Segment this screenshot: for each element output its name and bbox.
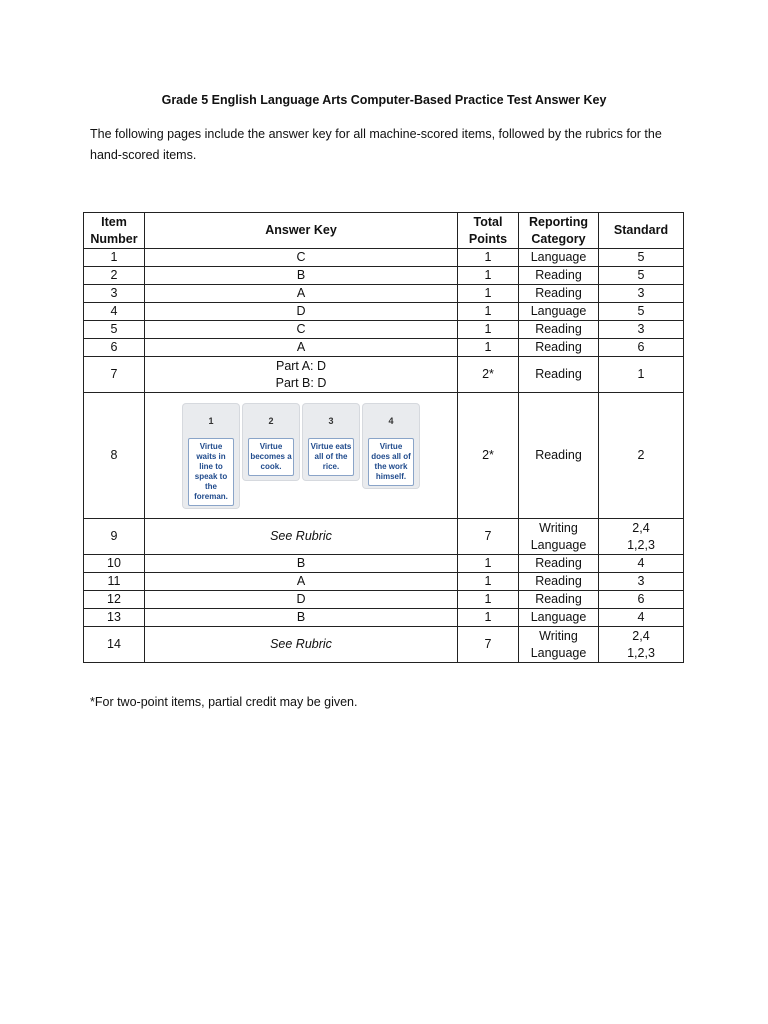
answer-key-cell — [145, 357, 458, 393]
total-points: 1 — [458, 285, 519, 303]
table-row — [84, 555, 684, 573]
card-text: Virtue eats all of the rice. — [308, 438, 354, 476]
card-number: 2 — [268, 415, 274, 426]
standard: 5 — [599, 303, 684, 321]
footnote: *For two-point items, partial credit may be given. — [90, 695, 358, 709]
table-row — [84, 303, 684, 321]
item-number: 1 — [84, 249, 145, 267]
standard: 6 — [599, 591, 684, 609]
reporting-category: Language — [519, 303, 599, 321]
total-points: 1 — [458, 321, 519, 339]
category-line: Language — [530, 645, 587, 660]
category-line: Writing — [539, 628, 578, 643]
item-number: 4 — [84, 303, 145, 321]
total-points: 2* — [458, 357, 519, 393]
total-points: 1 — [458, 267, 519, 285]
table-row — [84, 339, 684, 357]
reporting-category: Reading — [519, 393, 599, 519]
table-row — [84, 357, 684, 393]
standard: 4 — [599, 609, 684, 627]
item-number: 8 — [84, 393, 145, 519]
header-reporting-category: Reporting Category — [519, 213, 599, 249]
item-number: 14 — [84, 627, 145, 663]
standard-line: 1,2,3 — [627, 537, 655, 552]
standard: 5 — [599, 267, 684, 285]
reporting-category — [519, 519, 599, 555]
header-item-number: Item Number — [84, 213, 145, 249]
answer-part-a: Part A: D — [275, 358, 327, 373]
item-number: 10 — [84, 555, 145, 573]
reporting-category: Reading — [519, 555, 599, 573]
item-number: 3 — [84, 285, 145, 303]
answer-key: C — [145, 321, 458, 339]
total-points: 1 — [458, 555, 519, 573]
card-text: Virtue does all of the work himself. — [368, 438, 414, 486]
reporting-category: Reading — [519, 357, 599, 393]
answer-key-table — [83, 212, 684, 663]
answer-key: See Rubric — [145, 519, 458, 555]
card-text: Virtue becomes a cook. — [248, 438, 294, 476]
total-points: 7 — [458, 627, 519, 663]
sequence-card — [363, 404, 419, 488]
total-points: 1 — [458, 573, 519, 591]
item-number: 9 — [84, 519, 145, 555]
reporting-category — [519, 627, 599, 663]
item-number: 13 — [84, 609, 145, 627]
sequence-card — [183, 404, 239, 508]
card-number: 1 — [208, 415, 214, 426]
table-row — [84, 609, 684, 627]
reporting-category: Reading — [519, 591, 599, 609]
total-points: 1 — [458, 609, 519, 627]
answer-key: A — [145, 573, 458, 591]
reporting-category: Reading — [519, 339, 599, 357]
standard-line: 2,4 — [632, 628, 650, 643]
total-points: 2* — [458, 393, 519, 519]
answer-key-cell — [145, 393, 458, 519]
header-standard: Standard — [599, 213, 684, 249]
answer-key: D — [145, 303, 458, 321]
total-points: 1 — [458, 591, 519, 609]
table-row — [84, 249, 684, 267]
reporting-category: Reading — [519, 573, 599, 591]
table-row — [84, 627, 684, 663]
table-row — [84, 321, 684, 339]
standard: 1 — [599, 357, 684, 393]
answer-key: C — [145, 249, 458, 267]
answer-key: B — [145, 609, 458, 627]
table-row — [84, 519, 684, 555]
reporting-category: Reading — [519, 285, 599, 303]
table-row — [84, 393, 684, 519]
item-number: 12 — [84, 591, 145, 609]
standard: 5 — [599, 249, 684, 267]
answer-key: A — [145, 339, 458, 357]
card-number: 4 — [388, 415, 394, 426]
table-row — [84, 591, 684, 609]
item-number: 6 — [84, 339, 145, 357]
answer-key: See Rubric — [145, 627, 458, 663]
total-points: 7 — [458, 519, 519, 555]
standard: 3 — [599, 321, 684, 339]
header-total-points: Total Points — [458, 213, 519, 249]
answer-part-b: Part B: D — [275, 375, 327, 390]
standard-line: 2,4 — [632, 520, 650, 535]
header-answer-key: Answer Key — [145, 213, 458, 249]
intro-paragraph: The following pages include the answer key for all machine-scored items, followed by the rubrics for the hand-scored items. — [90, 127, 662, 162]
item-number: 7 — [84, 357, 145, 393]
category-line: Writing — [539, 520, 578, 535]
standard — [599, 519, 684, 555]
standard — [599, 627, 684, 663]
reporting-category: Reading — [519, 267, 599, 285]
standard: 4 — [599, 555, 684, 573]
reporting-category: Reading — [519, 321, 599, 339]
answer-key: B — [145, 555, 458, 573]
table-row — [84, 267, 684, 285]
reporting-category: Language — [519, 609, 599, 627]
answer-key: A — [145, 285, 458, 303]
sequence-cards — [147, 396, 455, 516]
answer-key: B — [145, 267, 458, 285]
item-number: 2 — [84, 267, 145, 285]
standard-line: 1,2,3 — [627, 645, 655, 660]
standard: 3 — [599, 285, 684, 303]
answer-key: D — [145, 591, 458, 609]
total-points: 1 — [458, 303, 519, 321]
standard: 2 — [599, 393, 684, 519]
card-text: Virtue waits in line to speak to the foreman. — [188, 438, 234, 506]
card-number: 3 — [328, 415, 334, 426]
table-row — [84, 573, 684, 591]
table-row — [84, 285, 684, 303]
reporting-category: Language — [519, 249, 599, 267]
standard: 6 — [599, 339, 684, 357]
item-number: 5 — [84, 321, 145, 339]
page-title: Grade 5 English Language Arts Computer-Based Practice Test Answer Key — [161, 93, 607, 107]
total-points: 1 — [458, 339, 519, 357]
category-line: Language — [530, 537, 587, 552]
standard: 3 — [599, 573, 684, 591]
sequence-card — [243, 404, 299, 480]
total-points: 1 — [458, 249, 519, 267]
sequence-card — [303, 404, 359, 480]
item-number: 11 — [84, 573, 145, 591]
